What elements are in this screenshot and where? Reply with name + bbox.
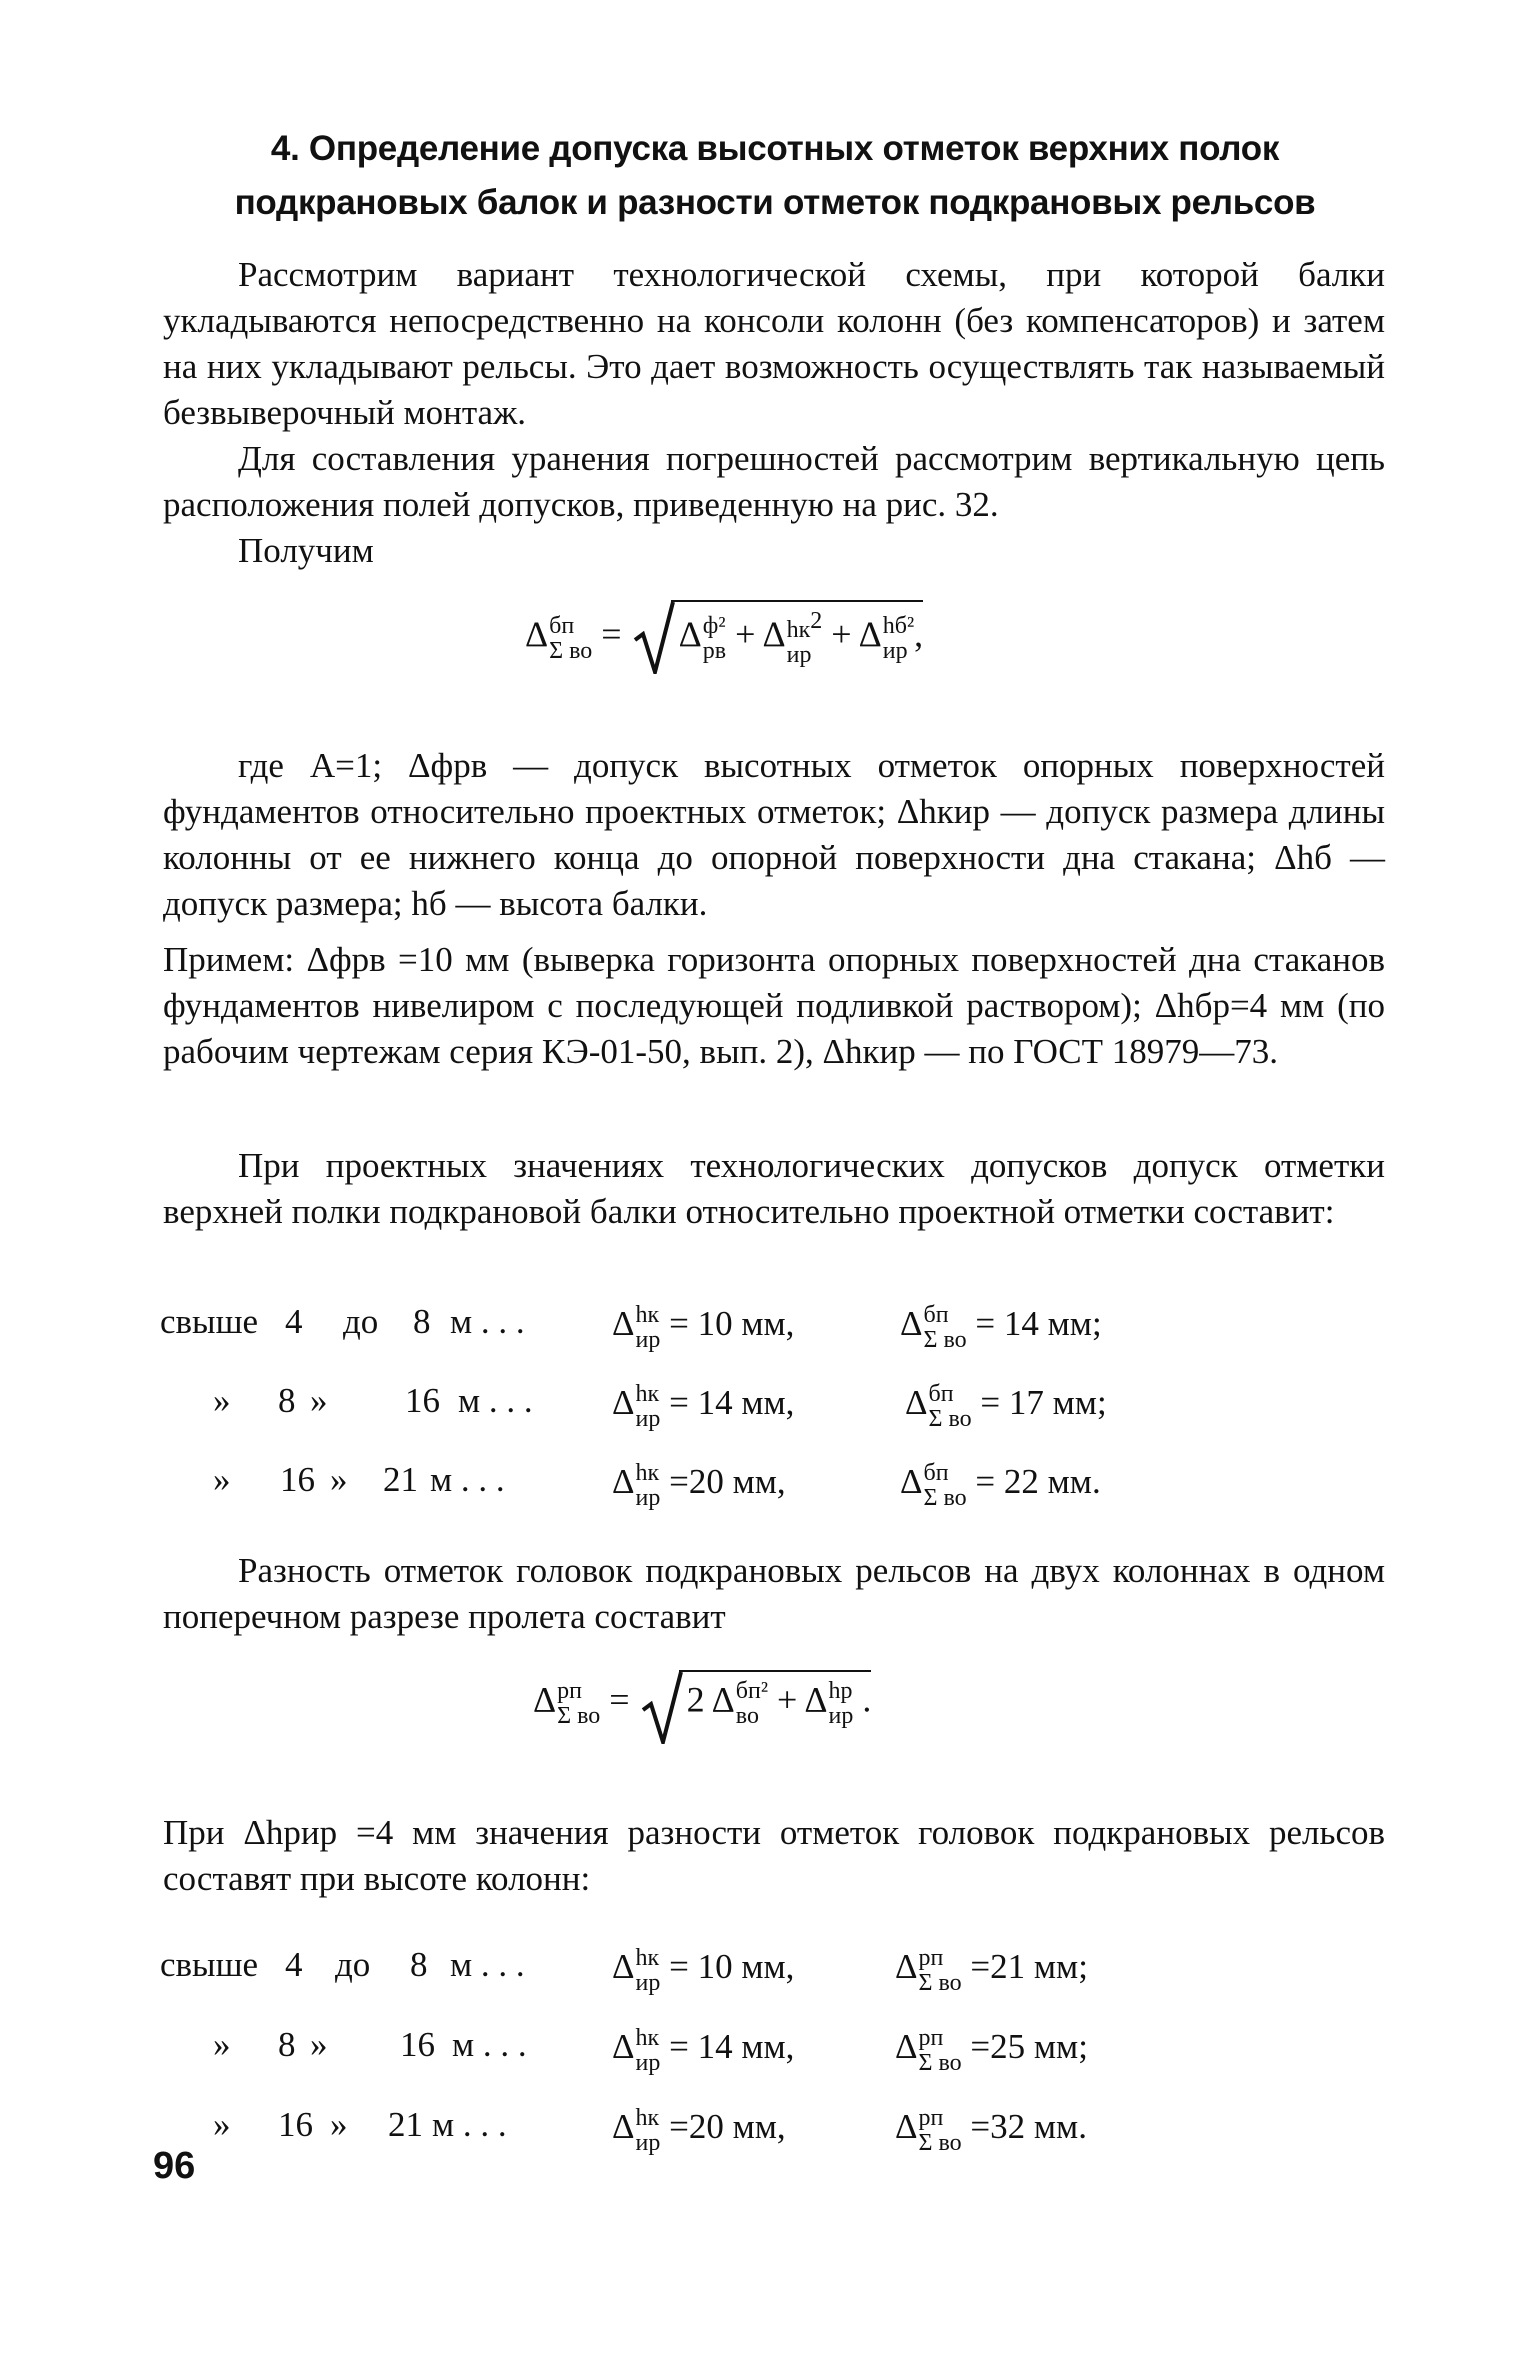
paragraph-1: Рассмотрим вариант технологической схемы, при которой балки укладываются непосредственно на консоли колонн (без компенсаторов) и затем на них укладывают рельсы. Это дает возможность осуществлять так называемый безвыверочный монтаж. <box>163 255 1385 432</box>
f1-t1: Δ <box>678 613 702 654</box>
paragraph-design <box>163 1143 1385 1235</box>
f1-t1-sup: ф² <box>702 612 726 639</box>
paragraph-diff <box>163 1548 1385 1640</box>
formula-rail-difference: Δ рп Σ во = 2 Δ бп² во + Δ hр ир . <box>533 1670 871 1728</box>
paragraph-3: Получим <box>238 531 374 570</box>
paragraph-hp-text: При Δhpир =4 мм значения разности отметок головок подкрановых рельсов составят при высоте колонн: <box>163 1813 1385 1898</box>
sqrt-sign-icon <box>639 1670 683 1744</box>
f1-t2-exp: 2 <box>810 608 823 634</box>
paragraph-accept <box>163 937 1385 1075</box>
paragraph-2: Для составления уранения погрешностей рассмотрим вертикальную цепь расположения полей допусков, приведенную на рис. 32. <box>163 439 1385 524</box>
formula-tolerance-beam <box>525 600 923 667</box>
book-page: 4. Определение допуска высотных отметок верхних полок подкрановых балок и разности отметок подкрановых рельсов Рассмотрим вариант технологической схемы, при которой балки укладываются непосредственно на консоли колонн (без компенсаторов) и затем на них укладывают рельсы. Это дает возможность осуществлять так называемый безвыверочный монтаж. Для составления уранения погрешностей рассмотрим вертикальную цепь расположения полей допусков, приведенную на рис. 32. Получим Δ бп Σ во = Δ ф² рв + Δ $hк^2$ ир + Δ hб² ир , где A=1; Δфрв — допуск высотных отметок опорных поверхностей фундаментов относительно проектных отметок; Δhкир — допуск размера длины колонны от ее нижнего конца до опорной поверхности дна стакана; Δhб — допуск размера; hб — высота балки. Примем: Δфрв =10 мм (выверка горизонта опорных поверхностей дна стаканов фундаментов нивелиром с последующей подливкой раствором); Δhбр=4 мм (по рабочим чертежам серия КЭ-01-50, вып. 2), Δhкир — по ГОСТ 18979—73. При проектных значениях технологических допусков допуск отметки верхней полки подкрановой балки относительно проектной отметки составит: свыше 4 до 8 м . . . Δ hк ир = 10 мм, Δ бп Σ во = 14 мм; » 8 » 16 м . . . Δ hк ир = 14 мм, Δ бп Σ во = 17 мм; » 16 » 21 м . . . Δ hк ир =20 мм, Δ бп Σ во = 22 мм. Разность отметок головок подкрановых рельсов на двух колоннах в одном поперечном разрезе пролета составит Δ рп Σ во = 2 Δ бп² во + Δ hр ир . При Δhpир =4 мм значения разности отметок головок подкрановых рельсов составят при высоте колонн: свыше 4 до 8 м . . . Δ hк ир = 10 мм, Δ рп Σ во =21 мм; » 8 » 16 м . . . Δ hк ир = 14 мм, Δ рп Σ во =25 мм; » 16 » 21 м . . . Δ hк ир =20 мм, Δ рп Σ во =32 мм. 96 <box>0 0 1535 2363</box>
f1-plus1: + <box>735 613 756 654</box>
f1-t2: Δ <box>762 613 786 654</box>
f1-lhs: Δ <box>525 613 549 654</box>
sqrt-sign-icon <box>631 600 675 674</box>
f1-lhs-sup: бп <box>549 612 575 639</box>
paragraph-hp <box>163 1810 1385 1902</box>
f1-t3-sub: ир <box>882 637 908 664</box>
heading-line-1: 4. Определение допуска высотных отметок верхних полок <box>270 129 1280 168</box>
page-number: 96 <box>153 2145 196 2187</box>
f1-lhs-sub: Σ во <box>549 637 593 664</box>
f1-t1-sub: рв <box>702 637 727 664</box>
paragraph-accept-text: Примем: Δфрв =10 мм (выверка горизонта опорных поверхностей дна стаканов фундаментов нивелиром с последующей подливкой раствором); Δhбр=4 мм (по рабочим чертежам серия КЭ-01-50, вып. 2), Δhкир — по ГОСТ 18979—73. <box>163 940 1385 1071</box>
f1-tail: , <box>914 613 924 654</box>
f1-t2-sup: hк <box>786 617 811 643</box>
paragraph-design-text: При проектных значениях технологических допусков допуск отметки верхней полки подкрановой балки относительно проектной отметки составит: <box>163 1146 1385 1231</box>
paragraph-intro <box>163 252 1385 574</box>
section-heading <box>160 122 1390 230</box>
f1-sqrt <box>631 600 924 667</box>
paragraph-where: где A=1; Δфрв — допуск высотных отметок опорных поверхностей фундаментов относительно проектных отметок; Δhкир — допуск размера длины колонны от ее нижнего конца до опорной поверхности дна стакана; Δhб — допуск размера; hб — высота балки. <box>163 746 1385 923</box>
f1-eq: = <box>601 613 622 654</box>
f1-plus2: + <box>831 613 852 654</box>
paragraph-definitions <box>163 743 1385 927</box>
f2-sqrt: 2 Δ бп² во + Δ hр ир . <box>639 1670 872 1728</box>
heading-line-2: подкрановых балок и разности отметок подкрановых рельсов <box>234 183 1316 222</box>
f1-t3: Δ <box>858 613 882 654</box>
paragraph-diff-text: Разность отметок головок подкрановых рельсов на двух колоннах в одном поперечном разрезе пролета составит <box>163 1551 1385 1636</box>
f1-t2-sub: ир <box>786 642 812 668</box>
f1-t3-sup: hб² <box>882 612 915 639</box>
